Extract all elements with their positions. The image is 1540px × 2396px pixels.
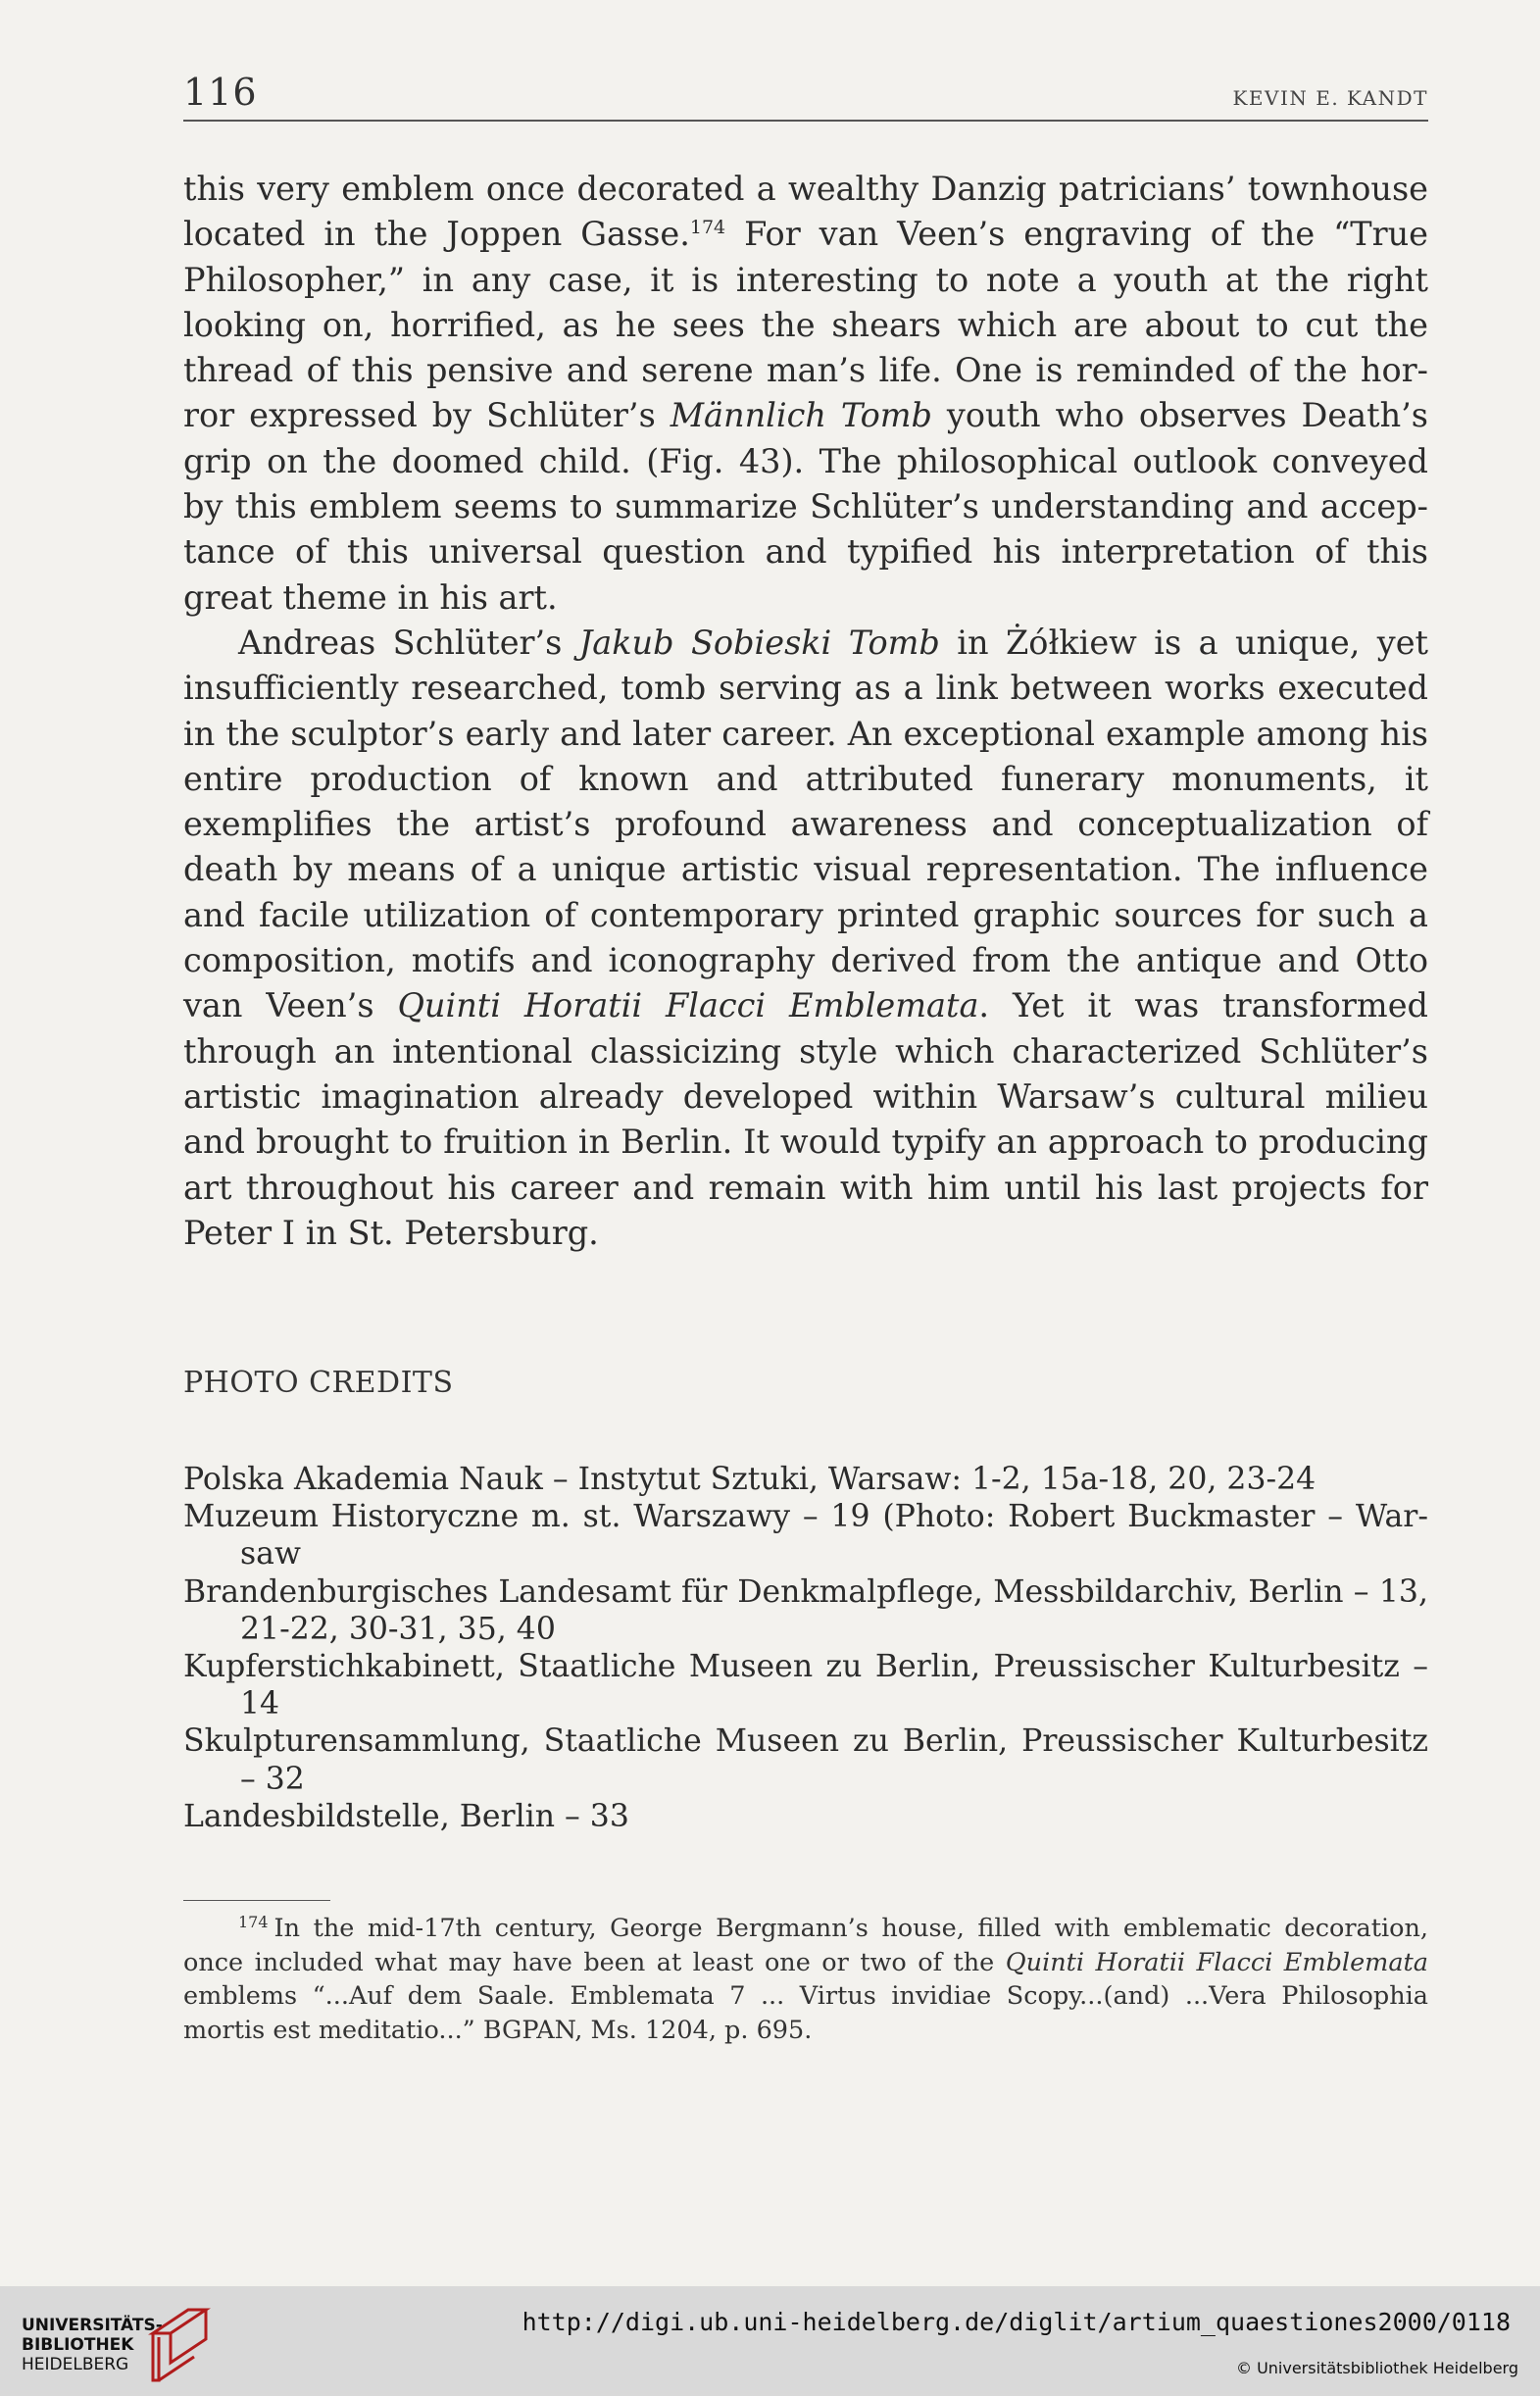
photo-credits-list — [183, 1461, 1428, 1835]
logo-line-3: HEIDELBERG — [22, 2355, 129, 2374]
credit-item: Brandenburgisches Landesamt für Denkmalpflege, Messbildarchiv, Berlin – 13, 21-22, 30-31, 35, 40 — [183, 1573, 1428, 1647]
library-logo-icon — [145, 2304, 214, 2384]
main-text — [183, 167, 1428, 1256]
p2-italic-title-1: Jakub Sobieski Tomb — [578, 623, 940, 662]
logo-line-1: UNIVERSITÄTS- — [22, 2316, 163, 2335]
copyright-notice: © Universitätsbibliothek Heidelberg — [1235, 2359, 1518, 2377]
footnote-ref-174[interactable]: 174 — [689, 217, 726, 239]
page-number: 116 — [183, 71, 258, 114]
credit-item: Polska Akademia Nauk – Instytut Sztuki, Warsaw: 1-2, 15a-18, 20, 23-24 — [183, 1462, 1316, 1497]
p1-text-b: For van Veen’s engraving of the “True Philosopher,” in any case, it is interesting to note a youth at the right looking on, horrified, as he sees the shears which are about to cut the thread of this pensive and serene man’s life. One is reminded of the horror expressed by Schlüter’s — [183, 215, 1428, 435]
digitization-footer — [0, 2286, 1540, 2396]
credit-item: Landesbildstelle, Berlin – 33 — [183, 1798, 629, 1834]
p2-text-b: in Żółkiew is a unique, yet insufficiently researched, tomb serving as a link between works executed in the sculptor’s early and later career. An exceptional example among his entire production of known and attributed funerary monuments, it exemplifies the artist’s profound awareness and conceptualization of death by means of a unique artistic visual representation. The influence and facile utilization of contemporary printed graphic sources for such a composition, motifs and iconography derived from the antique and Otto van Veen’s — [183, 623, 1429, 1025]
logo-line-2: BIBLIOTHEK — [22, 2335, 134, 2355]
paragraph-2 — [183, 621, 1428, 1256]
p1-text-a: this very emblem once decorated a wealthy Danzig patricians’ townhouse located in the Joppen Gasse. — [183, 170, 1428, 254]
page-header — [183, 71, 1428, 122]
library-logo-text — [22, 2316, 163, 2374]
footnote-italic-title: Quinti Horatii Flacci Emblemata — [1005, 1947, 1428, 1977]
footnote-text-b: emblems “...Auf dem Saale. Emblemata 7 ... Virtus invidiae Scopy...(and) ...Vera Philosophia mortis est meditatio...” BGPAN, Ms. 1204, p. 695. — [183, 1981, 1428, 2045]
credit-item: Kupferstichkabinett, Staatliche Museen zu Berlin, Preussischer Kulturbesitz – 14 — [183, 1649, 1428, 1722]
p2-text-a: Andreas Schlüter’s — [238, 623, 579, 662]
footnote-divider — [183, 1900, 330, 1901]
credit-item: Muzeum Historyczne m. st. Warszawy – 19 (Photo: Robert Buckmaster – Warsaw — [183, 1499, 1428, 1572]
footnote-text-a: In the mid-17th century, George Bergmann’s house, filled with emblematic decoration, once included what may have been at least one or two of the — [183, 1914, 1428, 1977]
p1-italic-title: Männlich Tomb — [670, 396, 932, 435]
p2-italic-title-2: Quinti Horatii Flacci Emblemata — [397, 986, 979, 1025]
paragraph-1 — [183, 167, 1428, 621]
footnote-174 — [183, 1912, 1428, 2047]
running-head-author: KEVIN E. KANDT — [1232, 86, 1428, 110]
p2-text-c: . Yet it was transformed through an intentional classicizing style which characterized Schlüter’s artistic imagination already developed within Warsaw’s cultural milieu and brought to fruition in Berlin. It would typify an approach to producing art throughout his career and remain with him until his last projects for Peter I in St. Petersburg. — [183, 986, 1428, 1252]
credit-item: Skulpturensammlung, Staatliche Museen zu Berlin, Preussischer Kulturbesitz – 32 — [183, 1723, 1428, 1797]
p1-text-c: youth who observes Death’s grip on the doomed child. (Fig. 43). The philosophical outlook conveyed by this emblem seems to summarize Schlüter’s understanding and acceptance of this universal question and typified his interpretation of this great theme in his art. — [183, 396, 1428, 617]
source-url-link[interactable]: http://digi.ub.uni-heidelberg.de/diglit/artium_quaestiones2000/0118 — [522, 2308, 1511, 2336]
footnote-number: 174 — [238, 1912, 269, 1931]
photo-credits-heading: PHOTO CREDITS — [183, 1366, 454, 1400]
